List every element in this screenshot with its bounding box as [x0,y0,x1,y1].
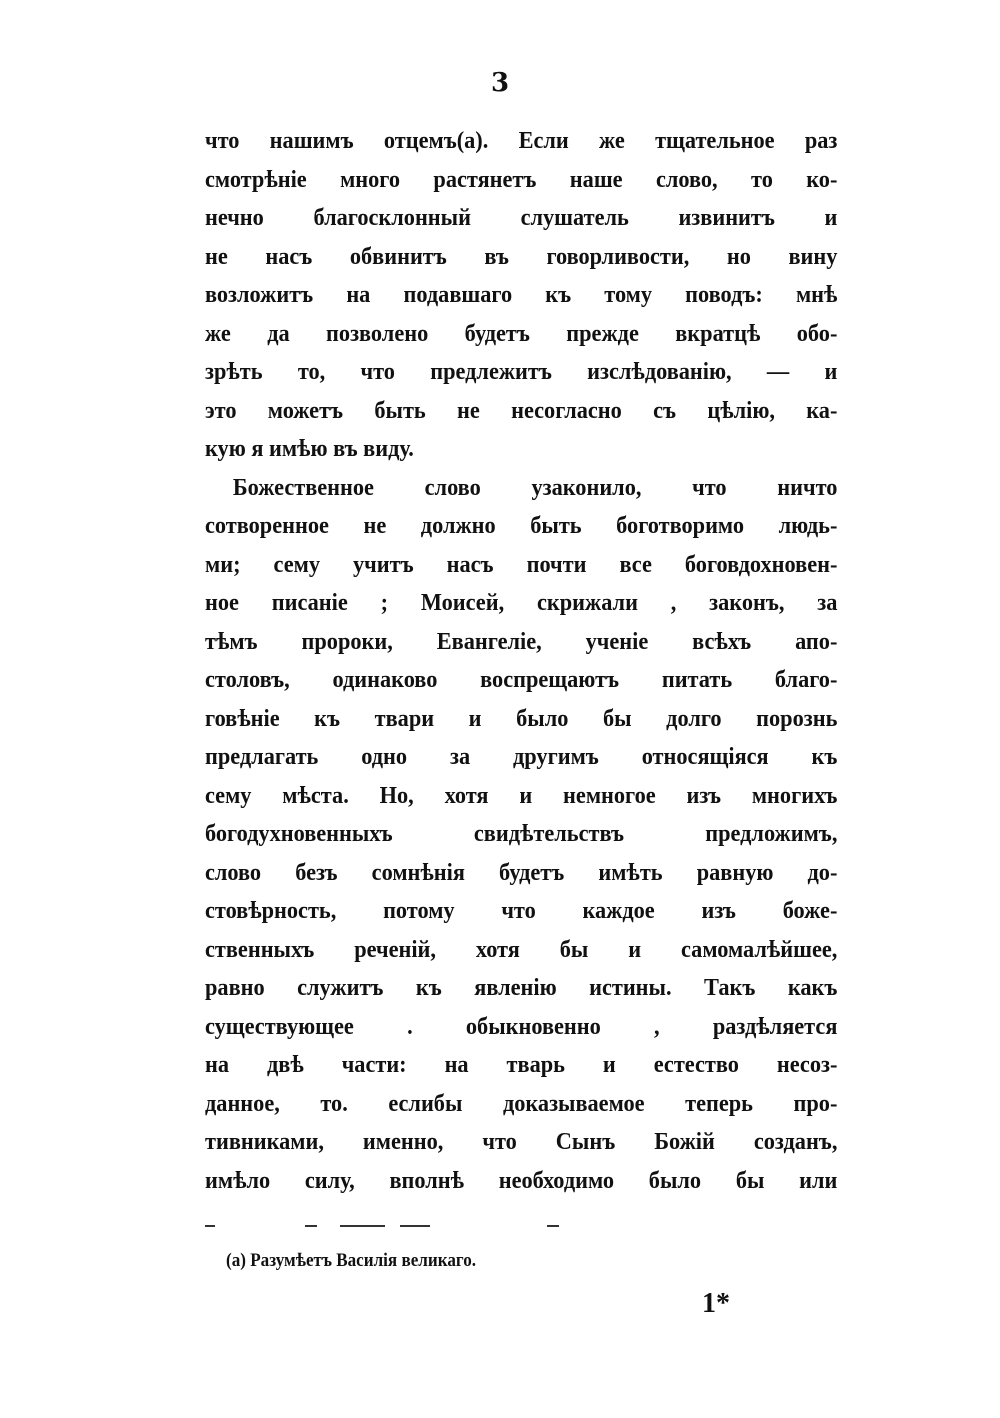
text-line: предлагать одно за другимъ относящіяся къ [205,744,838,770]
text-line: данное, то. еслибы доказываемое теперь про- [205,1090,838,1117]
text-line: зрѣть то, что предлежитъ изслѣдованію, — и [205,359,838,385]
text-line: ное писаніе ; Моисей, скрижали , законъ, за [205,590,838,616]
text-line: равно служитъ къ явленію истины. Такъ какъ [205,975,838,1001]
text-line: стовѣрность, потому что каждое изъ боже- [205,898,838,924]
footnote: (а) Разумѣетъ Василія великаго. [226,1250,477,1271]
text-line: возложитъ на подавшаго къ тому поводъ: мнѣ [205,282,838,308]
text-line: богодухновенныхъ свидѣтельствъ предложимъ, [205,821,838,847]
text-line: имѣло силу, вполнѣ необходимо было бы или [205,1167,838,1194]
text-line: же да позволено будетъ прежде вкратцѣ обо- [205,320,838,347]
text-line: нечно благосклонный слушатель извинитъ и [205,205,838,231]
signature-mark: 1* [702,1288,730,1319]
text-line: говѣніе къ твари и было бы долго порознь [205,705,838,732]
text-line: кую я имѣю въ виду. [205,436,414,462]
text-line: Божественное слово узаконило, что ничто [232,474,838,501]
text-line: что нашимъ отцемъ(а). Если же тщательное раз [205,128,838,154]
text-line: на двѣ части: на тварь и естество несоз- [205,1052,838,1078]
text-line: это можетъ быть не несогласно съ цѣлію, ка- [205,397,838,424]
text-line: сему мѣста. Но, хотя и немногое изъ многихъ [205,782,838,809]
text-line: слово безъ сомнѣнія будетъ имѣть равную до- [205,859,838,886]
text-line: тѣмъ пророки, Евангеліе, ученіе всѣхъ апо- [205,628,838,655]
text-line: существующее . обыкновенно , раздѣляется [205,1013,838,1040]
text-line: не насъ обвинитъ въ говорливости, но вину [205,243,838,270]
text-line: сотворенное не должно быть боготворимо людь- [205,513,838,539]
page-number: 3 [490,68,510,98]
text-line: ственныхъ реченій, хотя бы и самомалѣйшее, [205,936,838,963]
body-text [205,122,837,1200]
text-line: ми; сему учитъ насъ почти все боговдохновен- [205,551,838,578]
text-line: столовъ, одинаково воспрещаютъ питать благо- [205,667,838,693]
footnote-divider [205,1225,555,1227]
text-line: смотрѣніе много растянетъ наше слово, то ко- [205,166,838,193]
text-line: тивниками, именно, что Сынъ Божій созданъ, [205,1129,838,1155]
